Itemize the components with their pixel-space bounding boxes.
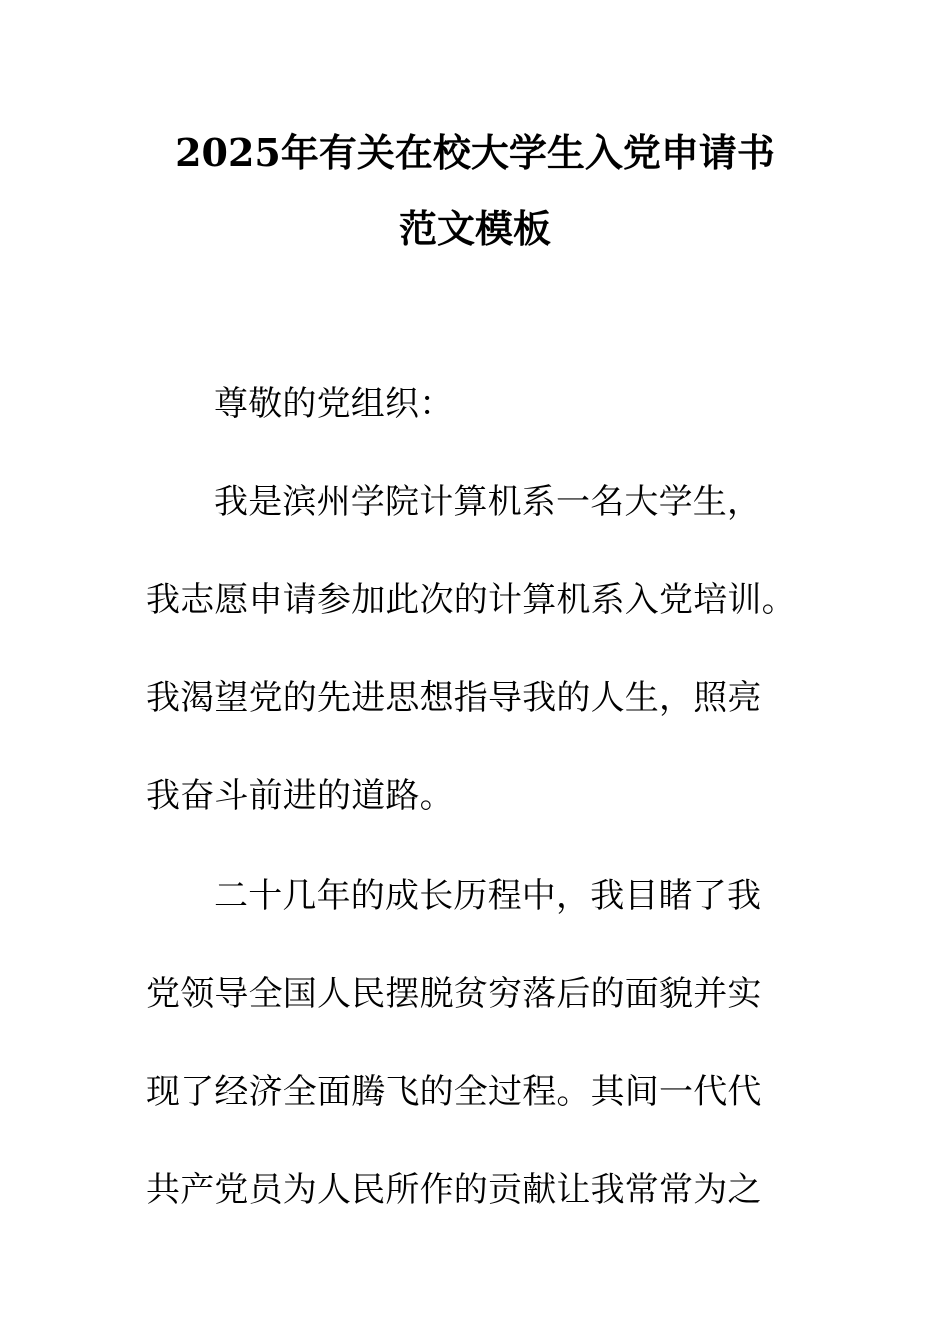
body-line: 党领导全国人民摆脱贫穷落后的面貌并实 bbox=[146, 974, 762, 1014]
body-line: 我奋斗前进的道路。 bbox=[146, 776, 454, 816]
body-line: 我渴望党的先进思想指导我的人生，照亮 bbox=[146, 678, 762, 718]
body-line: 我是滨州学院计算机系一名大学生， bbox=[214, 482, 762, 522]
body-line: 共产党员为人民所作的贡献让我常常为之 bbox=[146, 1170, 762, 1210]
salutation: 尊敬的党组织： bbox=[214, 384, 454, 424]
body-line: 二十几年的成长历程中，我目睹了我 bbox=[214, 876, 762, 916]
body-line: 现了经济全面腾飞的全过程。其间一代代 bbox=[146, 1072, 762, 1112]
body-line: 我志愿申请参加此次的计算机系入党培训。 bbox=[146, 580, 796, 620]
document-title-line-2: 范文模板 bbox=[398, 206, 551, 251]
document-title-line-1: 2025年有关在校大学生入党申请书 bbox=[175, 130, 775, 175]
